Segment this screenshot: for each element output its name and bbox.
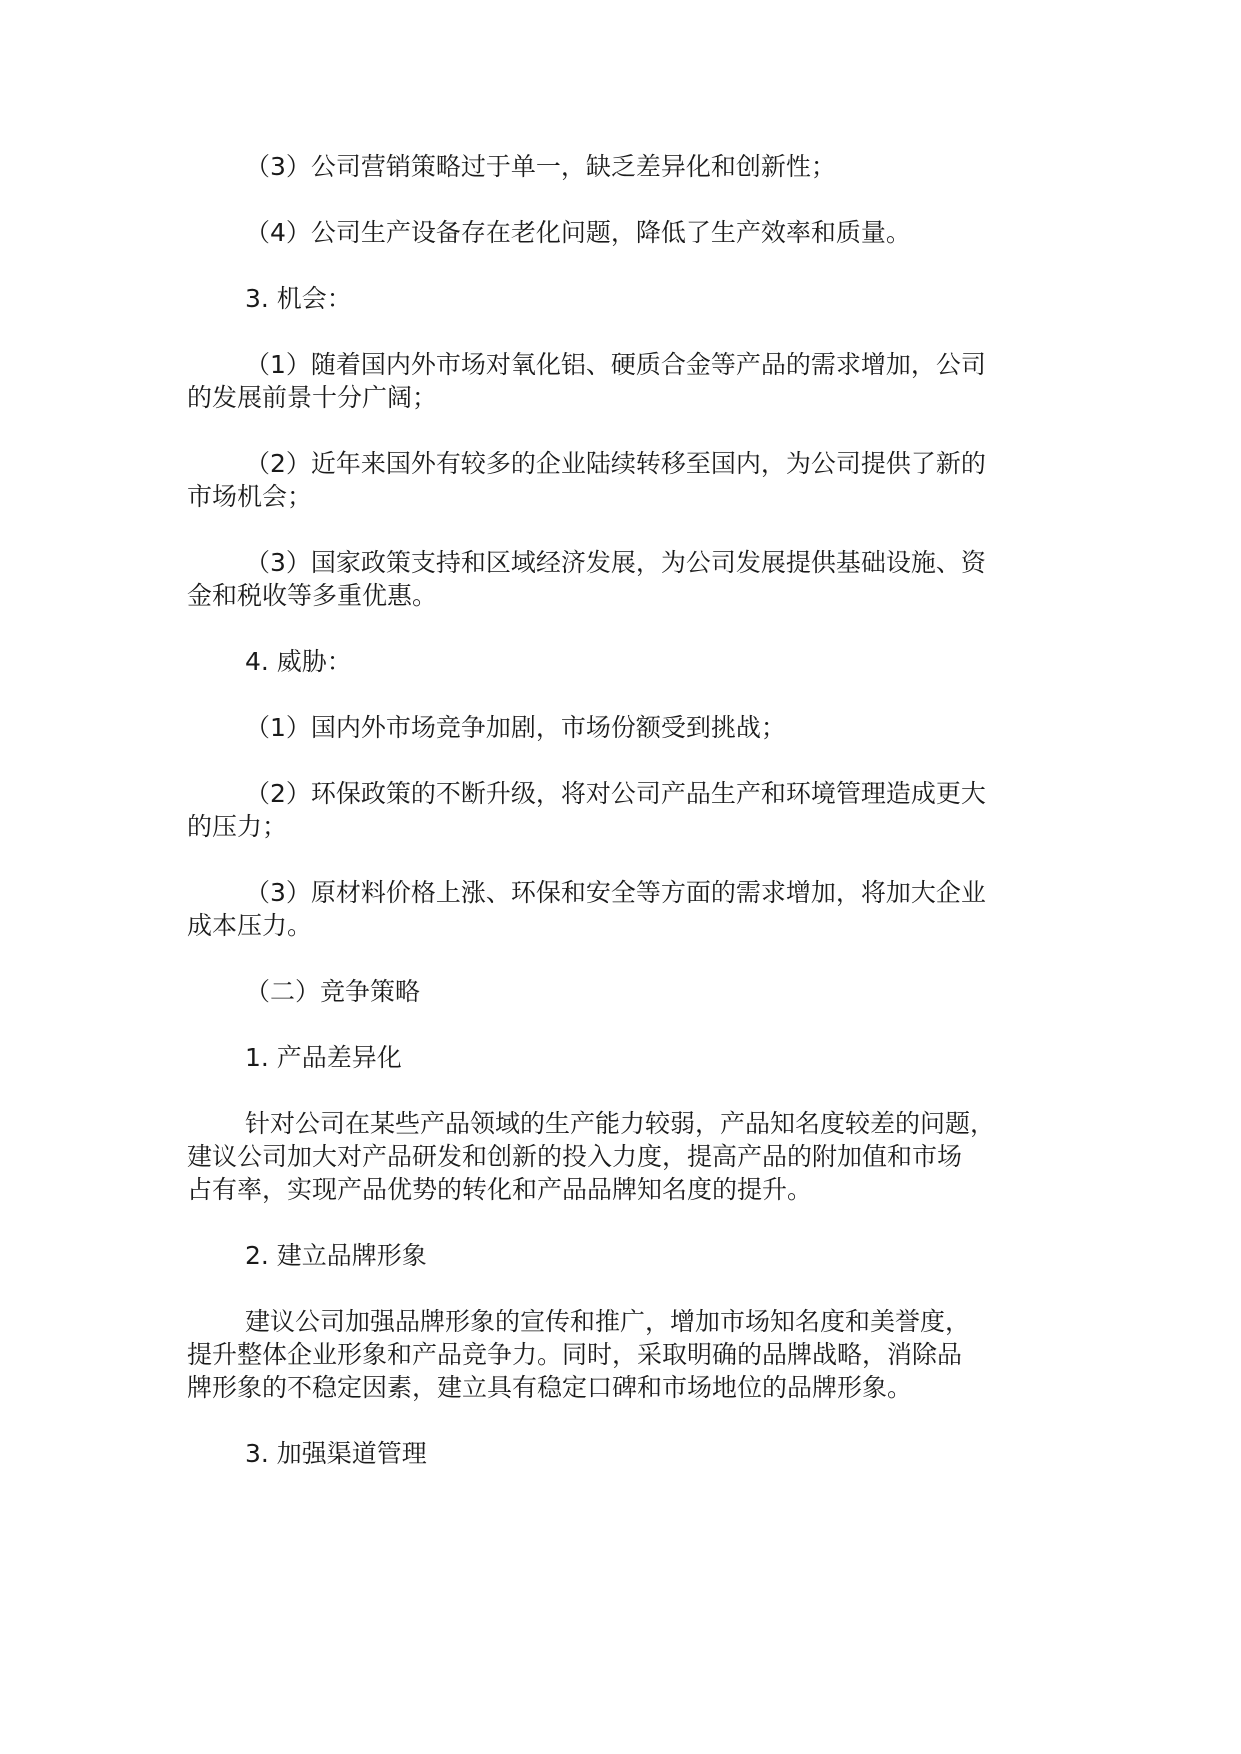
section-heading-competitive-strategy [187,975,1077,1008]
text-line: 金和税收等多重优惠。 [187,581,438,610]
paragraph-opportunity-1 [187,348,1077,414]
text-line: 3. 加强渠道管理 [245,1439,427,1468]
text-line: 建议公司加强品牌形象的宣传和推广，增加市场知名度和美誉度， [245,1307,971,1336]
text-line: 建议公司加大对产品研发和创新的投入力度，提高产品的附加值和市场 [187,1142,963,1171]
text-line: （3）国家政策支持和区域经济发展，为公司发展提供基础设施、资 [245,548,986,577]
section-heading-opportunities [187,282,1077,315]
text-line: 针对公司在某些产品领域的生产能力较弱，产品知名度较差的问题， [245,1109,996,1138]
paragraph-weakness-4 [187,216,1077,249]
text-line: （3）原材料价格上涨、环保和安全等方面的需求增加，将加大企业 [245,878,986,907]
text-line: 提升整体企业形象和产品竞争力。同时，采取明确的品牌战略，消除品 [187,1340,963,1369]
paragraph-product-differentiation [187,1107,1077,1206]
text-line: 1. 产品差异化 [245,1043,402,1072]
text-line: 2. 建立品牌形象 [245,1241,427,1270]
section-heading-threats [187,645,1077,678]
text-line: （2）近年来国外有较多的企业陆续转移至国内，为公司提供了新的 [245,449,986,478]
text-line: （1）国内外市场竞争加剧，市场份额受到挑战； [245,713,786,742]
subheading-brand-image [187,1239,1077,1272]
paragraph-threat-3 [187,876,1077,942]
subheading-product-differentiation [187,1041,1077,1074]
text-line: 4. 威胁： [245,647,352,676]
text-line: 的压力； [187,812,288,841]
text-line: 成本压力。 [187,911,313,940]
text-line: 的发展前景十分广阔； [187,383,438,412]
paragraph-weakness-3 [187,150,1077,183]
text-line: 占有率，实现产品优势的转化和产品品牌知名度的提升。 [187,1175,813,1204]
text-line: （二）竞争策略 [245,977,421,1006]
paragraph-opportunity-3 [187,546,1077,612]
subheading-channel-management [187,1437,1077,1470]
paragraph-brand-image [187,1305,1077,1404]
text-line: （1）随着国内外市场对氧化铝、硬质合金等产品的需求增加，公司 [245,350,986,379]
text-line: （2）环保政策的不断升级，将对公司产品生产和环境管理造成更大 [245,779,986,808]
text-line: （3）公司营销策略过于单一，缺乏差异化和创新性； [245,152,836,181]
text-line: 3. 机会： [245,284,352,313]
paragraph-threat-1 [187,711,1077,744]
text-line: 市场机会； [187,482,313,511]
document-body [187,150,1077,1503]
paragraph-opportunity-2 [187,447,1077,513]
paragraph-threat-2 [187,777,1077,843]
text-line: 牌形象的不稳定因素，建立具有稳定口碑和市场地位的品牌形象。 [187,1373,913,1402]
text-line: （4）公司生产设备存在老化问题，降低了生产效率和质量。 [245,218,911,247]
